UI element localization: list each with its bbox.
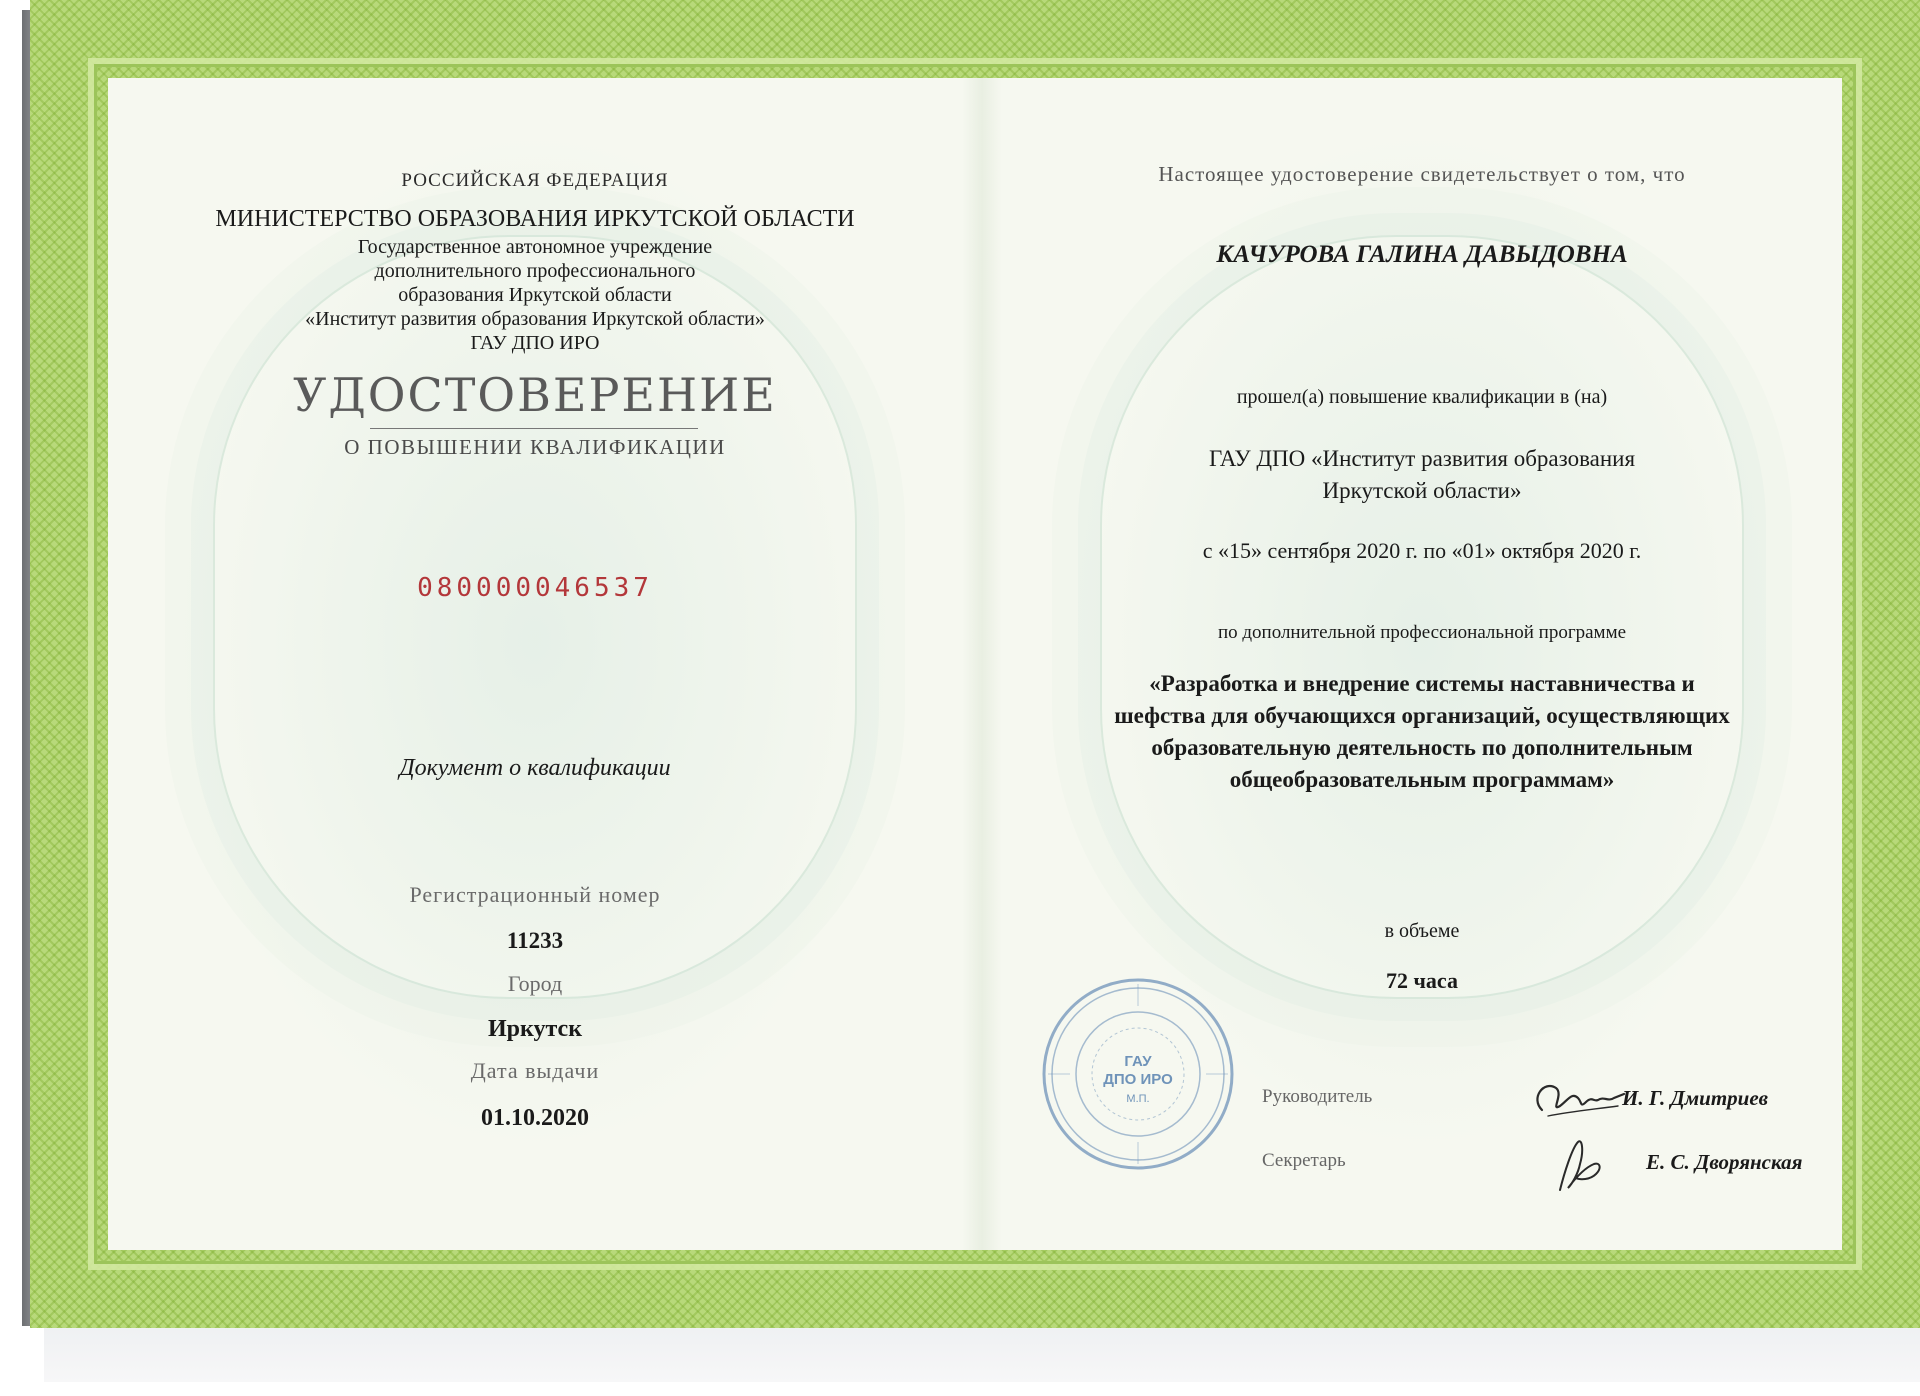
secretary-role: Секретарь	[1262, 1150, 1346, 1171]
institute-name	[1002, 443, 1842, 507]
page-fold	[962, 78, 1002, 1250]
passed-text: прошел(а) повышение квалификации в (на)	[1236, 386, 1608, 408]
volume-label: в объеме	[1384, 920, 1460, 942]
guilloche-pattern	[1100, 235, 1744, 999]
city-label: Город	[507, 971, 563, 996]
organization-line: Государственное автономное учреждение	[357, 236, 713, 258]
program-line: «Разработка и внедрение системы наставничества и	[1149, 671, 1695, 696]
intro-text: Настоящее удостоверение свидетельствует о том, что	[1158, 162, 1686, 186]
head-signer-name: И. Г. Дмитриев	[1622, 1086, 1769, 1110]
signature-secretary-icon	[1550, 1134, 1610, 1198]
certificate	[30, 0, 1920, 1328]
serial-number: 080000046537	[417, 573, 653, 603]
registration-number: 11233	[506, 928, 564, 953]
country-header: РОССИЙСКАЯ ФЕДЕРАЦИЯ	[401, 170, 669, 191]
issue-date-label: Дата выдачи	[470, 1058, 600, 1083]
document-subtitle: О ПОВЫШЕНИИ КВАЛИФИКАЦИИ	[344, 435, 726, 459]
document-kind: Документ о квалификации	[399, 755, 671, 781]
institute-line: Иркутской области»	[1322, 478, 1522, 503]
training-period: с «15» сентября 2020 г. по «01» октября 2020 г.	[1202, 538, 1642, 563]
stamp-mp: М.П.	[1126, 1093, 1150, 1105]
stamp-center-line: ДПО ИРО	[1103, 1071, 1173, 1088]
program-label: по дополнительной профессиональной программе	[1217, 622, 1627, 643]
ministry-name: МИНИСТЕРСТВО ОБРАЗОВАНИЯ ИРКУТСКОЙ ОБЛАСТИ	[215, 206, 855, 232]
issue-date: 01.10.2020	[481, 1105, 589, 1131]
organization-line: «Институт развития образования Иркутской области»	[305, 308, 765, 330]
program-line: шефства для обучающихся организаций, осуществляющих	[1114, 703, 1730, 728]
signature-head-icon	[1528, 1072, 1628, 1124]
city-value: Иркутск	[487, 1016, 583, 1042]
head-role: Руководитель	[1262, 1086, 1373, 1107]
right-page	[1002, 78, 1842, 1250]
holder-name: КАЧУРОВА ГАЛИНА ДАВЫДОВНА	[1216, 241, 1628, 268]
seal-stamp-icon	[1040, 976, 1236, 1172]
secretary-signer-name: Е. С. Дворянская	[1646, 1150, 1803, 1174]
stamp-center-line: ГАУ	[1124, 1053, 1152, 1070]
organization-line: дополнительного профессионального	[374, 260, 696, 282]
organization-abbr: ГАУ ДПО ИРО	[470, 332, 600, 354]
volume-hours: 72 часа	[1386, 968, 1458, 993]
organization-line: образования Иркутской области	[398, 284, 672, 306]
organization-name	[108, 235, 962, 355]
document-title: УДОСТОВЕРЕНИЕ	[293, 368, 777, 422]
program-line: образовательную деятельность по дополнительным	[1151, 735, 1693, 760]
program-line: общеобразовательным программам»	[1229, 767, 1615, 792]
institute-line: ГАУ ДПО «Институт развития образования	[1208, 446, 1636, 471]
title-divider	[370, 428, 698, 429]
left-page	[108, 78, 962, 1250]
program-name	[1002, 668, 1842, 796]
registration-label: Регистрационный номер	[409, 882, 661, 907]
scan-bottom-margin	[44, 1322, 1920, 1382]
